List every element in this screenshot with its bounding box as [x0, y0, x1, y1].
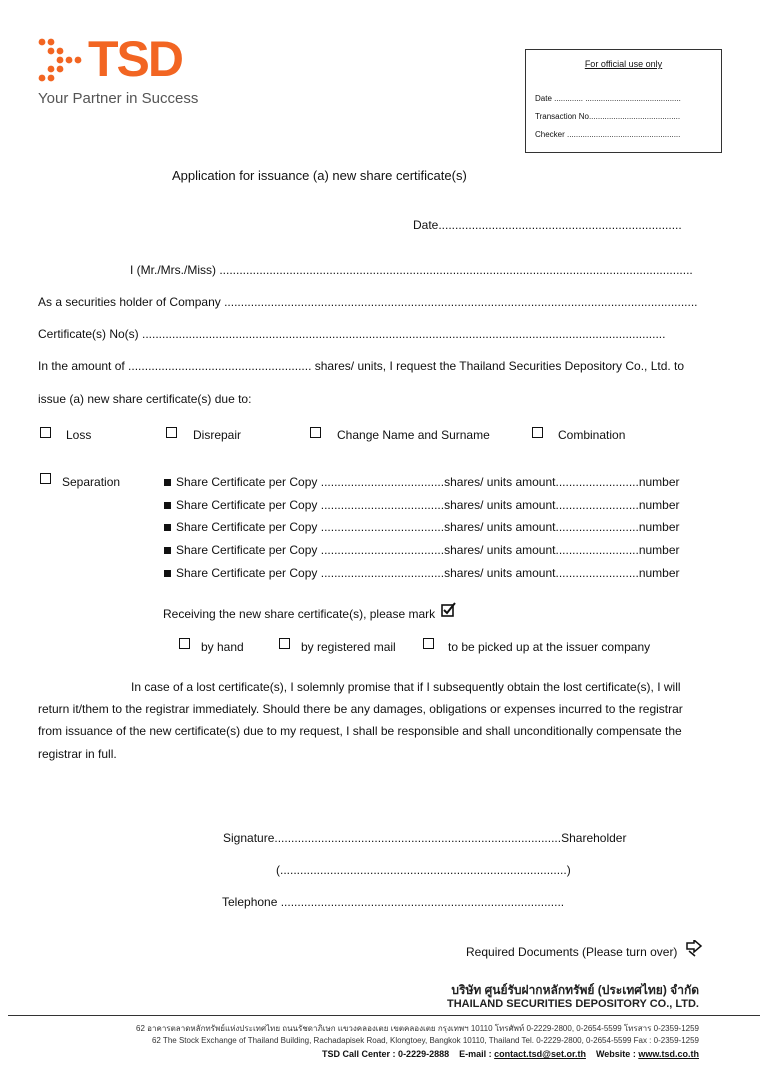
page-title: Application for issuance (a) new share certificate(s) [172, 168, 467, 183]
footer-divider [8, 1015, 760, 1016]
logo-tagline: Your Partner in Success [38, 90, 199, 107]
loss-checkbox[interactable] [40, 427, 51, 438]
name-field[interactable]: I (Mr./Mrs./Miss) .............................................................................................................................................. [130, 263, 693, 277]
change-name-checkbox[interactable] [310, 427, 321, 438]
by-hand-label: by hand [201, 640, 244, 654]
official-checker: Checker ................................................... [535, 130, 681, 139]
pickup-checkbox[interactable] [423, 638, 434, 649]
by-hand-checkbox[interactable] [179, 638, 190, 649]
tsd-logo-dots-icon [38, 38, 82, 82]
official-use-box [525, 49, 722, 153]
copy-row[interactable]: Share Certificate per Copy .....................................shares/ units amount.........................number [164, 498, 680, 512]
copy-row[interactable]: Share Certificate per Copy .....................................shares/ units amount.........................number [164, 566, 680, 580]
required-documents-note: Required Documents (Please turn over) [466, 945, 678, 959]
official-use-heading: For official use only [584, 59, 663, 69]
email-link[interactable]: contact.tsd@set.or.th [494, 1049, 586, 1059]
bullet-square-icon [164, 502, 171, 509]
call-center: TSD Call Center : 0-2229-2888 [322, 1049, 450, 1059]
amount-field[interactable]: In the amount of ....................................................... shares/ units, I request the Thailand Securities Depository Co., Ltd. to [38, 359, 685, 373]
company-name-thai: บริษัท ศูนย์รับฝากหลักทรัพย์ (ประเทศไทย) จำกัด [451, 983, 699, 997]
bullet-square-icon [164, 479, 171, 486]
copy-row[interactable]: Share Certificate per Copy .....................................shares/ units amount.........................number [164, 520, 680, 534]
by-mail-checkbox[interactable] [279, 638, 290, 649]
official-date: Date ............. ........................................... [535, 94, 681, 103]
address-thai: 62 อาคารตลาดหลักทรัพย์แห่งประเทศไทย ถนนรัชดาภิเษก แขวงคลองเตย เขตคลองเตย กรุงเทพฯ 10110 โทรศัพท์ 0-2229-2800, 0-2654-5599 โทรสาร 0-2359-1259 [136, 1024, 699, 1033]
email-label: E-mail : [459, 1049, 492, 1059]
logo [38, 31, 238, 108]
copy-row[interactable]: Share Certificate per Copy .....................................shares/ units amount.........................number [164, 475, 680, 489]
date-field[interactable]: Date......................................................................... [413, 218, 682, 232]
issue-reason-label: issue (a) new share certificate(s) due to: [38, 392, 252, 406]
contact-line [322, 1049, 699, 1059]
bullet-square-icon [164, 570, 171, 577]
official-transaction: Transaction No......................................... [535, 112, 681, 121]
logo-brand: TSD [88, 31, 182, 87]
declaration-line: from issuance of the new certificate(s) due to my request, I shall be responsible and shall unconditionally compensate the [38, 724, 682, 738]
address-en: 62 The Stock Exchange of Thailand Building, Rachadapisek Road, Klongtoey, Bangkok 10110, Thailand Tel. 0-2229-2800, 0-2654-5599 Fax : 0-2359-1259 [151, 1036, 699, 1045]
certificate-no-field[interactable]: Certificate(s) No(s) ............................................................................................................................................................. [38, 327, 666, 341]
separation-label: Separation [62, 475, 121, 489]
checked-box-icon [441, 602, 457, 617]
receiving-label: Receiving the new share certificate(s), please mark [163, 607, 436, 621]
printed-name-field[interactable]: (......................................................................................) [276, 863, 571, 877]
declaration-line: registrar in full. [38, 747, 117, 761]
copy-row[interactable]: Share Certificate per Copy .....................................shares/ units amount.........................number [164, 543, 680, 557]
bullet-square-icon [164, 547, 171, 554]
combination-label: Combination [558, 428, 626, 442]
disrepair-label: Disrepair [193, 428, 242, 442]
separation-checkbox[interactable] [40, 473, 51, 484]
by-mail-label: by registered mail [301, 640, 396, 654]
telephone-field[interactable]: Telephone ..................................................................................... [222, 895, 565, 909]
website-label: Website : [595, 1049, 636, 1059]
declaration-line: In case of a lost certificate(s), I solemnly promise that if I subsequently obtain the lost certificate(s), I will [131, 680, 681, 694]
company-name-en: THAILAND SECURITIES DEPOSITORY CO., LTD. [446, 998, 699, 1010]
turn-over-arrow-icon [685, 940, 703, 958]
company-field[interactable]: As a securities holder of Company .............................................................................................................................................. [38, 295, 698, 309]
website-link[interactable]: www.tsd.co.th [638, 1049, 699, 1059]
change-name-label: Change Name and Surname [337, 428, 490, 442]
combination-checkbox[interactable] [532, 427, 543, 438]
bullet-square-icon [164, 524, 171, 531]
loss-label: Loss [66, 428, 92, 442]
disrepair-checkbox[interactable] [166, 427, 177, 438]
declaration-line: return it/them to the registrar immediately. Should there be any damages, obligations or expenses incurred to the registrar [38, 702, 683, 716]
signature-field[interactable]: Signature......................................................................................Shareholder [223, 831, 627, 845]
pickup-label: to be picked up at the issuer company [448, 640, 651, 654]
